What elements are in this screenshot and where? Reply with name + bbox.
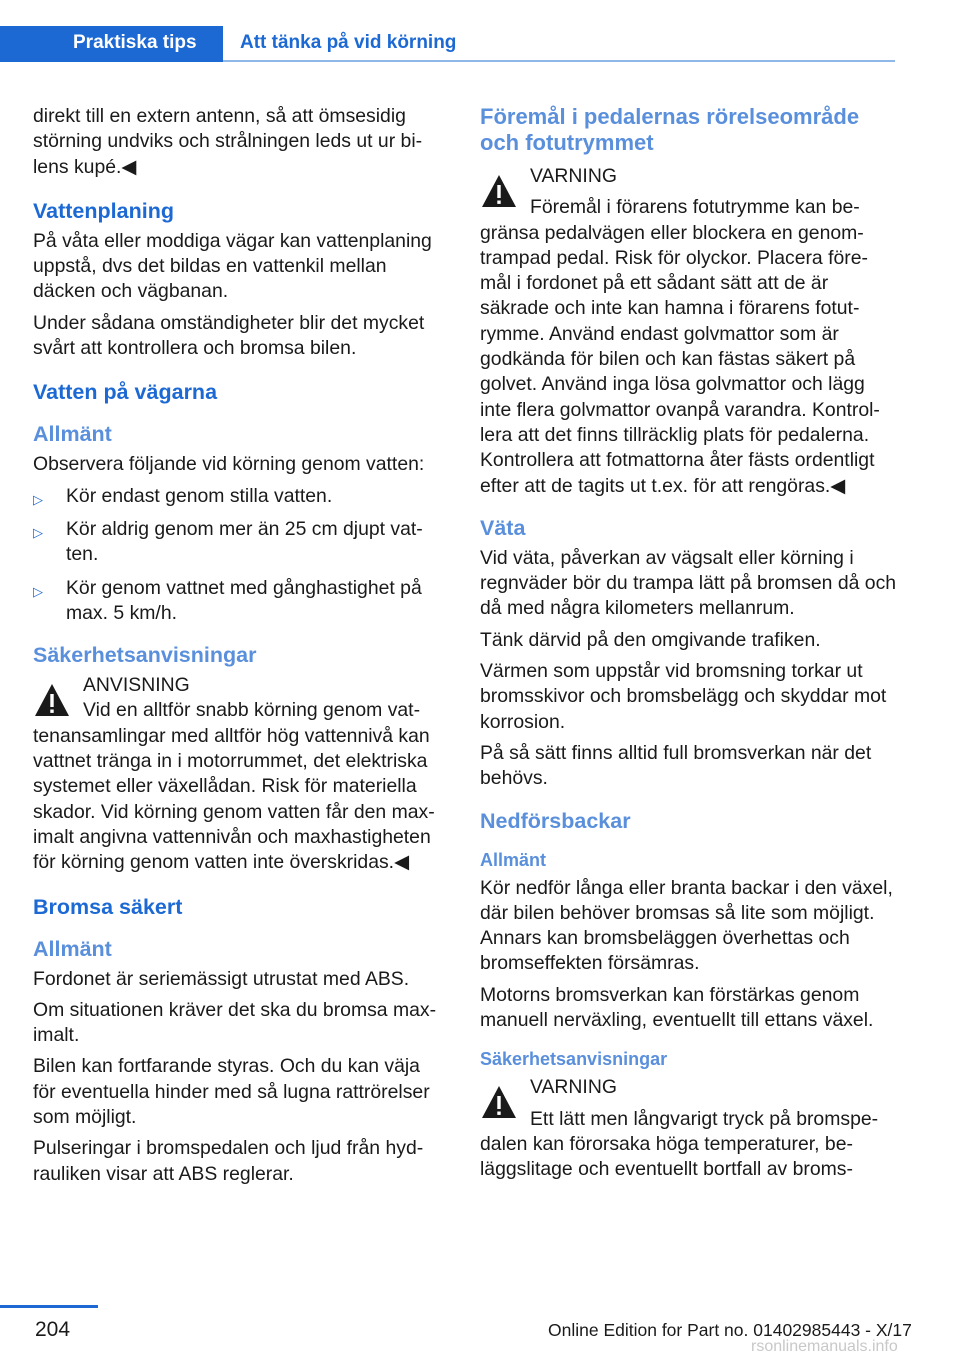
heading-wet: Väta — [480, 515, 526, 540]
triangle-bullet-icon: ▷ — [33, 583, 43, 599]
section-tab — [0, 26, 223, 62]
aquaplaning-p2: Under sådana omständigheter blir det mycket svårt att kontrollera och bromsa bilen. — [33, 311, 425, 360]
heading-water: Vatten på vägarna — [33, 380, 218, 405]
heading-downhill-safety: Säkerhetsanvisningar — [480, 1049, 668, 1070]
brake-p4: Pulseringar i bromspedalen och ljud från hyd-rauliken visar att ABS reglerar. — [33, 1137, 424, 1185]
warning-first-line: Ett lätt men långvarigt tryck på bromspe- — [530, 1107, 879, 1130]
water-list — [33, 484, 447, 626]
heading-objects: Föremål i pedalernas rörelseområde och fotutrymmet — [480, 104, 860, 155]
downhill-p1: Kör nedför långa eller branta backar i den växel, där bilen behöver bromsas så lite som möjligt. Annars kan bromsbeläggen överhettas och bromseffekten försämras. — [480, 876, 893, 975]
triangle-bullet-icon: ▷ — [33, 524, 43, 540]
heading-downhill: Nedförsbackar — [480, 808, 631, 833]
downhill-warning — [480, 1075, 898, 1132]
brake-p2: Om situationen kräver det ska du bromsa max-imalt. — [33, 998, 437, 1047]
left-column — [33, 104, 447, 1193]
page-header — [0, 26, 895, 62]
heading-brake-general: Allmänt — [33, 936, 112, 961]
list-item: ▷ Kör genom vattnet med gånghastighet på max. 5 km/h. — [33, 576, 422, 624]
section-title: Praktiska tips — [73, 32, 197, 53]
heading-aquaplaning: Vattenplaning — [33, 198, 174, 223]
warning-text: dalen kan förorsaka höga temperaturer, be-läggslitage och eventuellt bortfall av broms- — [480, 1132, 853, 1181]
heading-water-general: Allmänt — [33, 422, 112, 447]
water-intro: Observera följande vid körning genom vatten: — [33, 453, 425, 476]
warning-triangle-icon — [480, 1083, 518, 1121]
brake-p1: Fordonet är seriemässigt utrustat med ABS. — [33, 967, 410, 990]
page-number-bar — [0, 1305, 98, 1308]
heading-water-safety: Säkerhetsanvisningar — [33, 643, 257, 668]
warning-triangle-icon — [33, 681, 71, 719]
edition-footer: Online Edition for Part no. 01402985443 - X/17 — [548, 1320, 912, 1340]
brake-p3: Bilen kan fortfarande styras. Och du kan väja för eventuella hinder med så lugna rattrörelser som möjligt. — [33, 1055, 430, 1129]
wet-p3: Värmen som uppstår vid bromsning torkar ut bromsskivor och bromsbelägg och skyddar mot korrosion. — [480, 660, 887, 733]
objects-warning — [480, 164, 898, 221]
right-column — [480, 104, 898, 1189]
warning-first-line: Föremål i förarens fotutrymme kan be- — [530, 196, 860, 219]
watermark: rsonlinemanuals.info — [751, 1338, 898, 1355]
warning-triangle-icon — [480, 172, 518, 210]
wet-p1: Vid väta, påverkan av vägsalt eller körning i regnväder bör du trampa lätt på bromsen då och då med några kilometers mellanrum. — [480, 546, 897, 620]
warning-label: VARNING — [530, 165, 617, 187]
wet-p4: På så sätt finns alltid full bromsverkan när det behövs. — [480, 741, 872, 790]
header-rule — [223, 60, 895, 62]
heading-downhill-general: Allmänt — [480, 849, 547, 870]
warning-label: ANVISNING — [83, 674, 190, 697]
triangle-bullet-icon: ▷ — [33, 491, 43, 507]
wet-p2: Tänk därvid på den omgivande trafiken. — [480, 628, 821, 651]
subsection-title: Att tänka på vid körning — [240, 32, 457, 53]
warning-text: gränsa pedalvägen eller blockera en genom-trampad pedal. Risk för olyckor. Placera före-mål i fordonet på ett sådant sätt att de är säkrade och inte kan hamna i förarens fotut-rymme. Använd endast golvmattor som är godkända för bilen och kan fästas säkert på golvet. Använd inga lösa golvmattor och lägg inte flera golvmattor ovanpå varandra. Kontrol-lera att det finns tillräcklig plats för pedalerna. Kontrollera att fotmattorna åter fästs ordentligt efter att de tagits ut t.ex. för att rengöras.◀ — [480, 221, 880, 497]
heading-brake: Bromsa säkert — [33, 894, 183, 919]
page-number: 204 — [35, 1318, 71, 1341]
list-item: ▷ Kör endast genom stilla vatten. — [33, 484, 447, 509]
intro-paragraph: direkt till en extern antenn, så att ömsesidig störning undviks och strålningen leds ut ur bi-lens kupé.◀ — [33, 105, 423, 178]
warning-label: VARNING — [530, 1076, 617, 1099]
aquaplaning-p1: På våta eller moddiga vägar kan vattenplaning uppstå, dvs det bildas en vattenkil mellan däcken och vägbanan. — [33, 229, 432, 303]
warning-text: Vid en alltför snabb körning genom vat-tenansamlingar med alltför hög vattennivå kan vattnet tränga in i motorrummet, det elektriska systemet eller växellådan. Risk för materiella skador. Vid körning genom vatten får den max-imalt angivna vattennivån och maxhastigheten för körning genom vatten inte överskridas.◀ — [33, 699, 435, 874]
downhill-p2: Motorns bromsverkan kan förstärkas genom manuell nerväxling, eventuellt till ettans växel. — [480, 983, 874, 1032]
water-warning — [33, 673, 447, 698]
list-item: ▷ Kör aldrig genom mer än 25 cm djupt vat-ten. — [33, 517, 423, 566]
